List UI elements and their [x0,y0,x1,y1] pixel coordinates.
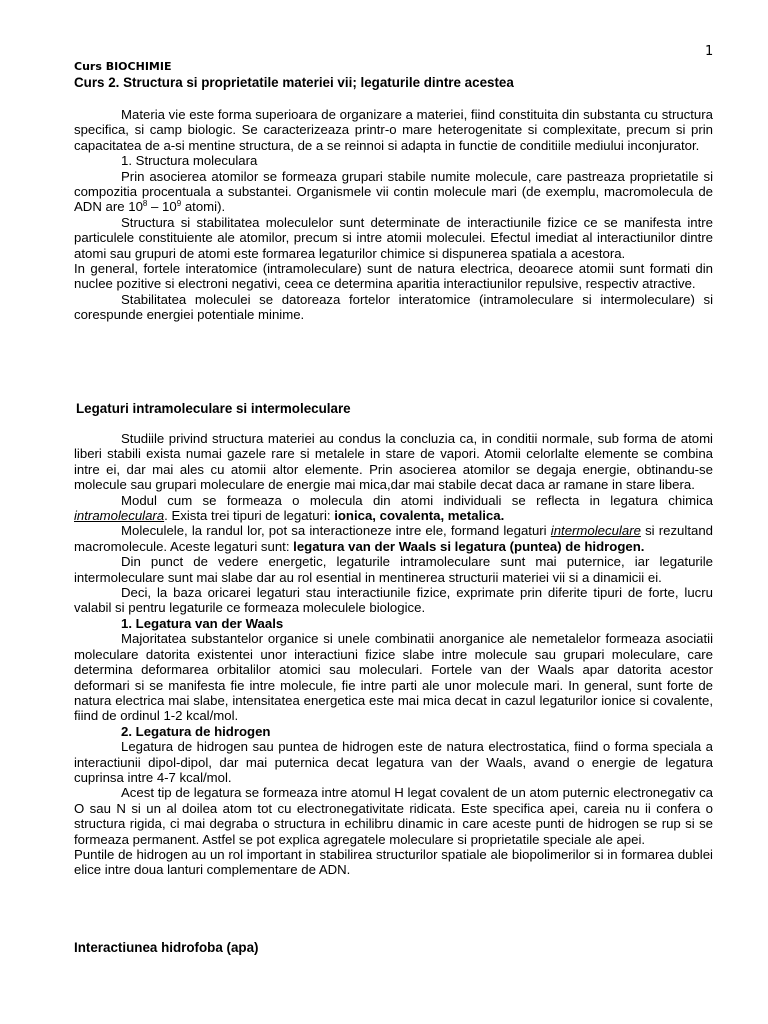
bond-types: ionica, covalenta, metalica. [334,508,505,524]
subheading-van-der-waals: 1. Legatura van der Waals [121,615,284,631]
term-intermolecular: intermoleculare [550,523,641,539]
paragraph: Moleculele, la randul lor, pot sa interactioneze intre ele, formand legaturi intermoleculare si rezultand macromolecule. Aceste legaturi sunt: legatura van der Waals si legatura (puntea) de hidrogen. [74,523,713,554]
paragraph: Structura si stabilitatea moleculelor sunt determinate de interactiunile fizice ce se manifesta intre particulele constituiente ale atomilor, precum si intre atomii moleculei. Efectul imediat al interactiunilor dintre atomi sau grupuri de atomi este formarea legaturilor chimice si dispunerea spatiala a acestora. [74,214,713,261]
paragraph: In general, fortele interatomice (intramoleculare) sunt de natura electrica, deoarece atomii sunt formati din nuclee pozitive si electroni negativi, ceea ce determina aparitia interactiunilor repulsive, respectiv atractive. [74,261,713,292]
paragraph: Legatura de hidrogen sau puntea de hidrogen este de natura electrostatica, fiind o forma speciala a interactiunii dipol-dipol, dar mai puternica decat legatura van der Waals, avand o energie de legatura cuprinsa intre 4-7 kcal/mol. [74,739,713,785]
paragraph: Materia vie este forma superioara de organizare a materiei, fiind constituita din substanta cu structura specifica, si camp biologic. Se caracterizeaza printr-o mare heterogenitate si complexitate, precum si prin capacitatea de a-si mentine structura, de a se reinnoi si adapta in functie de conditiile mediului inconjurator. [74,107,713,153]
page-number: 1 [705,44,714,59]
paragraph: Stabilitatea moleculei se datoreaza fortelor interatomice (intramoleculare si intermoleculare) si corespunde energiei potentiale minime. [74,291,713,323]
paragraph: Acest tip de legatura se formeaza intre atomul H legat covalent de un atom puternic electronegativ ca O sau N si un al doilea atom tot cu electronegativitate ridicata. Este specifica apei, careia nu ii confera o structura rigida, ci mai degraba o structura in echilibru dinamic in care aceste punti de hidrogen se rup si se formeaza permanent. Astfel se pot explica agregatele moleculare si proprietatile speciale ale apei. [74,785,713,847]
section-bonds [74,431,713,878]
paragraph: Modul cum se formeaza o molecula din atomi individuali se reflecta in legatura chimica intramoleculara. Exista trei tipuri de legaturi: ionica, covalenta, metalica. [74,492,713,524]
course-title: Curs 2. Structura si proprietatile materiei vii; legaturile dintre acestea [74,75,514,90]
paragraph: Prin asocierea atomilor se formeaza grupari stabile numite molecule, care pastreaza proprietatile si compozitia procentuala a substantei. Organismele vii contin molecule mari (de exemplu, macromolecula de ADN are $10^8 - 10^9$ atomi). [74,168,713,215]
paragraph: Studiile privind structura materiei au condus la concluzia ca, in conditii normale, sub forma de atomi liberi stabili exista numai gazele rare si metalele in stare de vapori. Atomii celorlalte elemente se combina intre ei, dar mai ales cu atomii altor elemente. Prin asocierea atomilor se degaja energie, obtinandu-se molecule sau grupari moleculare de energie mai mica,dar mai stabile decat daca ar ramane in stare libera. [74,431,713,493]
term-intramolecular: intramoleculara [74,508,165,524]
paragraph: Din punct de vedere energetic, legaturile intramoleculare sunt mai puternice, iar legaturile intermoleculare sunt mai slabe dar au rol esential in mentinerea structurii materiei vii si a dinamicii ei. [74,554,713,585]
bond-names: legatura van der Waals si legatura (puntea) de hidrogen. [293,538,645,554]
section-intro [74,107,713,323]
paragraph: Majoritatea substantelor organice si unele combinatii anorganice ale nemetalelor formeaza asociatii moleculare datorita existentei unor interactiuni fizice slabe intre molecule sau grupari moleculare, care determina deformarea orbitalilor atomici sau moleculari. Fortele van der Waals apar datorita acestor deformari si se manifesta fie intre molecule, fie intre parti ale unor molecule mari. In general, sunt forte de natura electrica mai slabe, intensitatea energetica este mai mica decat in cazul legaturilor ionice si covalente, fiind de ordinul 1-2 kcal/mol. [74,631,713,724]
section-heading: Interactiunea hidrofoba (apa) [74,940,259,955]
section-heading: Legaturi intramoleculare si intermoleculare [76,401,351,416]
subheading-molecular-structure: 1. Structura moleculara [121,153,258,169]
paragraph: Deci, la baza oricarei legaturi stau interactiunile fizice, exprimate prin diferite tipuri de forte, lucru valabil si pentru legaturile ce formeaza moleculele biologice. [74,585,713,616]
subheading-hydrogen-bond: 2. Legatura de hidrogen [121,723,271,739]
course-label: Curs BIOCHIMIE [74,60,172,73]
paragraph: Puntile de hidrogen au un rol important in stabilirea structurilor spatiale ale biopolimerilor si in formarea dublei elice intre doua lanturi complementare de ADN. [74,846,713,878]
